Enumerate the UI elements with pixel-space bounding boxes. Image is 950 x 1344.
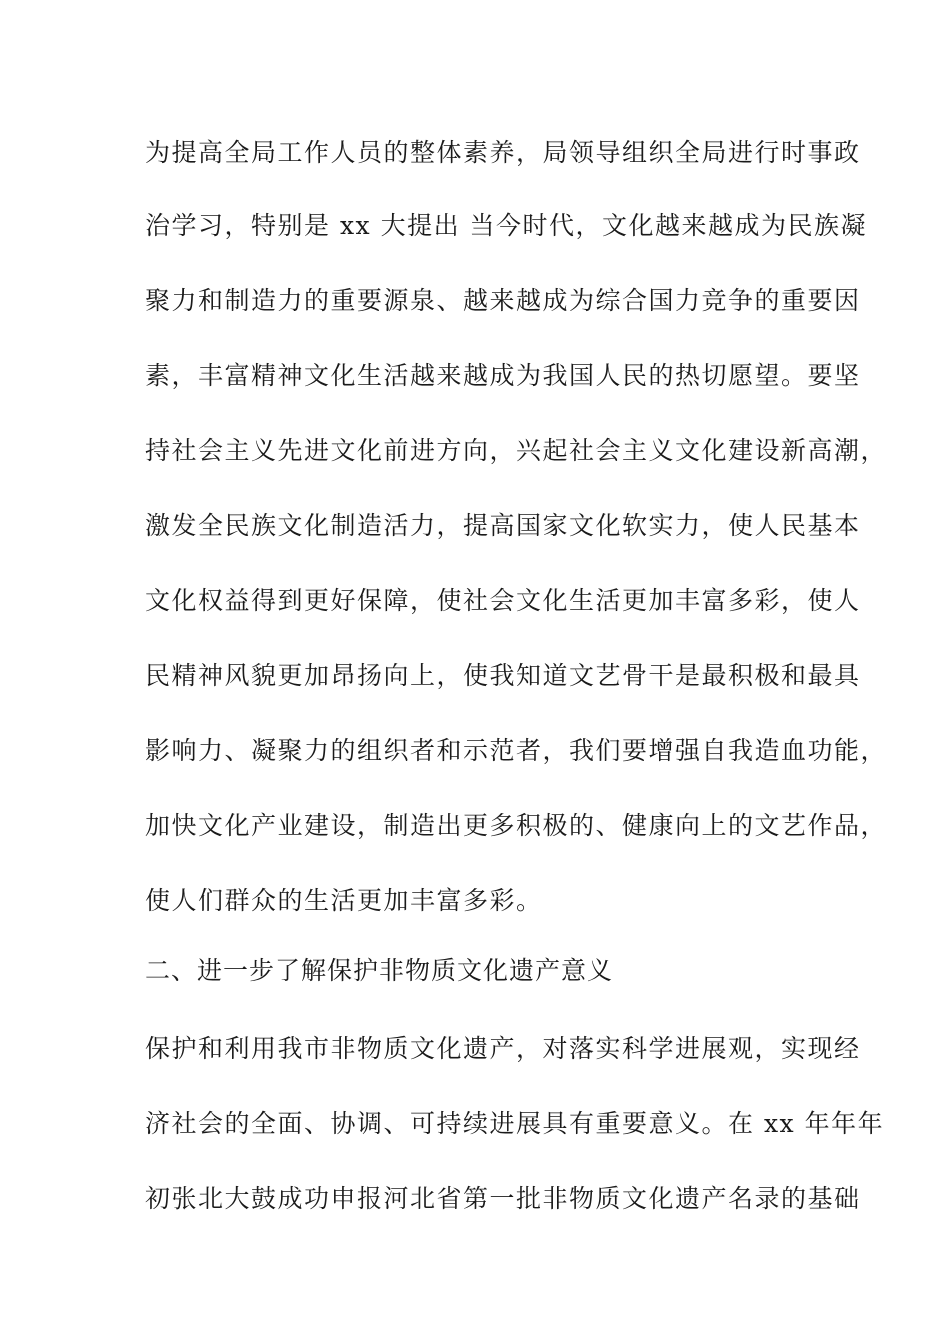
body-text-line: 为提高全局工作人员的整体素养，局领导组织全局进行时事政 bbox=[145, 138, 861, 167]
body-text-line: 治学习，特别是 xx 大提出 当今时代，文化越来越成为民族凝 bbox=[145, 211, 868, 240]
body-text-line: 使人们群众的生活更加丰富多彩。 bbox=[145, 886, 543, 915]
body-text-line: 民精神风貌更加昂扬向上，使我知道文艺骨干是最积极和最具 bbox=[145, 661, 861, 690]
body-text-line: 保护和利用我市非物质文化遗产，对落实科学进展观，实现经 bbox=[145, 1034, 861, 1063]
section-heading: 二、进一步了解保护非物质文化遗产意义 bbox=[145, 956, 614, 985]
body-text-line: 聚力和制造力的重要源泉、越来越成为综合国力竞争的重要因 bbox=[145, 286, 861, 315]
body-text-line: 济社会的全面、协调、可持续进展具有重要意义。在 xx 年年年 bbox=[145, 1109, 885, 1138]
body-text-line: 文化权益得到更好保障，使社会文化生活更加丰富多彩，使人 bbox=[145, 586, 861, 615]
body-text-line: 加快文化产业建设，制造出更多积极的、健康向上的文艺作品， bbox=[145, 811, 888, 840]
body-text-line: 激发全民族文化制造活力，提高国家文化软实力，使人民基本 bbox=[145, 511, 861, 540]
body-text-line: 初张北大鼓成功申报河北省第一批非物质文化遗产名录的基础 bbox=[145, 1184, 861, 1213]
body-text-line: 持社会主义先进文化前进方向，兴起社会主义文化建设新高潮， bbox=[145, 436, 888, 465]
body-text-line: 素，丰富精神文化生活越来越成为我国人民的热切愿望。要坚 bbox=[145, 361, 861, 390]
body-text-line: 影响力、凝聚力的组织者和示范者，我们要增强自我造血功能， bbox=[145, 736, 888, 765]
